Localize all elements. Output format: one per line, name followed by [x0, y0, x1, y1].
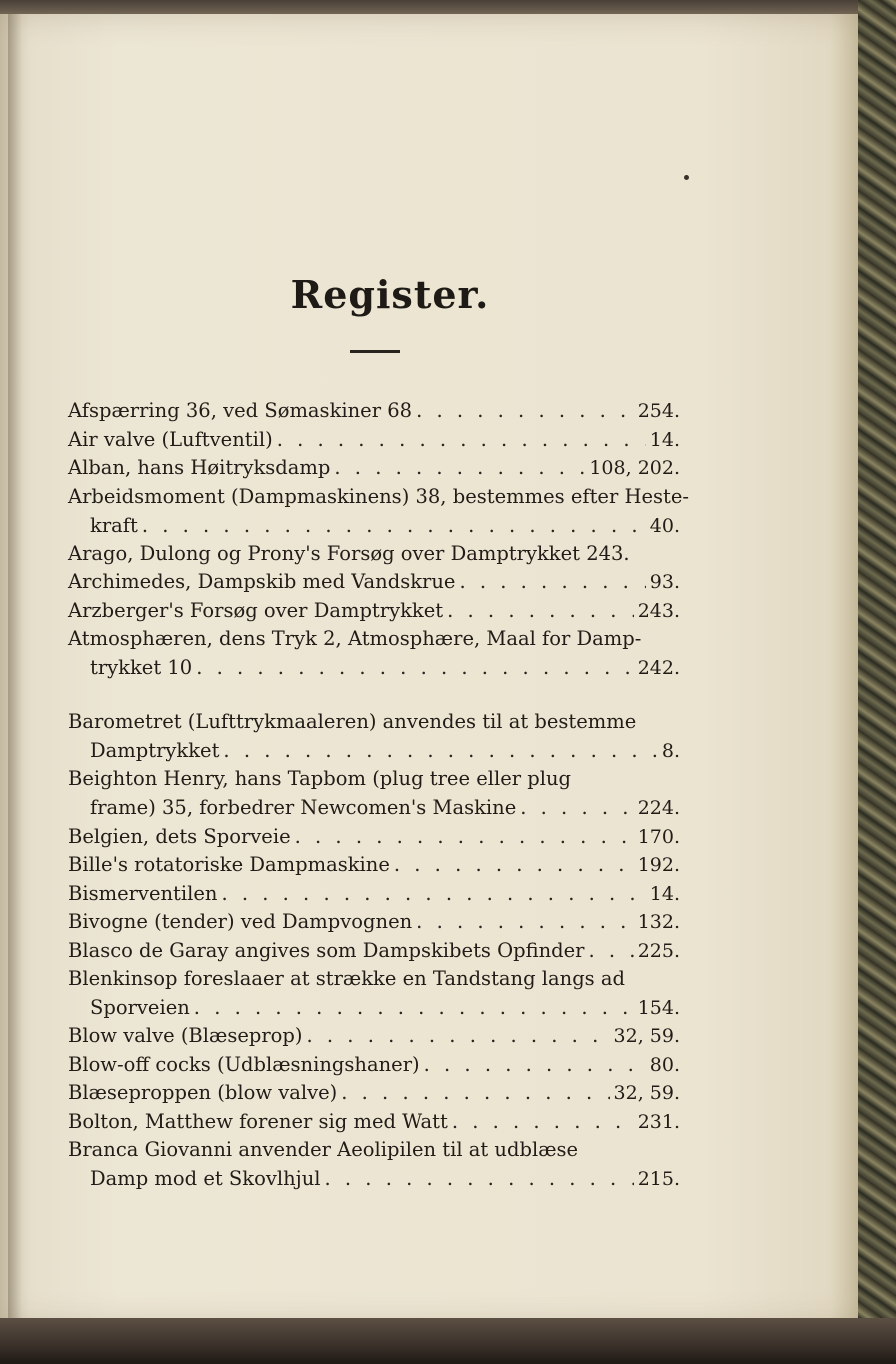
- entry-page: 192.: [637, 854, 680, 876]
- entry-page: 32, 59.: [613, 1082, 680, 1104]
- index-entry: [68, 481, 690, 513]
- entry-text: trykket 10: [90, 656, 193, 679]
- book-bottom-edge: [0, 1318, 896, 1364]
- index-entry-continuation: [90, 652, 680, 684]
- leader-dots: [459, 566, 645, 598]
- entry-text: Sporveien: [90, 996, 190, 1019]
- entry-page: 108, 202.: [589, 457, 680, 479]
- marbled-edge: [858, 0, 896, 1364]
- leader-dots: [325, 1163, 634, 1195]
- index-entry-continuation: [90, 792, 680, 824]
- entry-text: Barometret (Lufttrykmaaleren) anvendes til at bestemme: [68, 710, 637, 733]
- entry-text: Afspærring 36, ved Sømaskiner 68: [68, 399, 413, 422]
- entry-text: Blenkinsop foreslaaer at strække en Tandstang langs ad: [68, 967, 625, 990]
- entry-page: 8.: [661, 740, 680, 762]
- entry-text: Atmosphæren, dens Tryk 2, Atmosphære, Maal for Damp-: [68, 627, 642, 650]
- entry-page: 231.: [637, 1111, 680, 1133]
- entry-text: kraft: [90, 514, 138, 537]
- entry-page: 154.: [637, 997, 680, 1019]
- page-gutter-shadow: [8, 14, 22, 1324]
- title-rule: [350, 350, 400, 353]
- entry-text: Arzberger's Forsøg over Damptrykket: [68, 599, 444, 622]
- leader-dots: [334, 452, 585, 484]
- index-entry: [68, 452, 680, 484]
- entry-text: Bismerventilen: [68, 882, 218, 905]
- entry-text: Archimedes, Dampskib med Vandskrue: [68, 570, 456, 593]
- entry-page: 40.: [649, 515, 680, 537]
- index-entry: [68, 763, 680, 795]
- leader-dots: [196, 652, 633, 684]
- leader-dots: [416, 906, 634, 938]
- entry-text: Alban, hans Høitryksdamp: [68, 456, 331, 479]
- entry-text: Blow-off cocks (Udblæsningshaner): [68, 1053, 420, 1076]
- entry-text: Belgien, dets Sporveie: [68, 825, 291, 848]
- entry-page: 32, 59.: [613, 1025, 680, 1047]
- index-entry: [68, 623, 680, 655]
- leader-dots: [520, 792, 633, 824]
- entry-text: Beighton Henry, hans Tapbom (plug tree eller plug: [68, 767, 572, 790]
- entry-text: Damp mod et Skovlhjul: [90, 1167, 321, 1190]
- entry-page: 132.: [637, 911, 680, 933]
- entry-text: Arbeidsmoment (Dampmaskinens) 38, bestemmes efter Heste-: [68, 485, 690, 508]
- entry-text: Bivogne (tender) ved Dampvognen: [68, 910, 413, 933]
- entry-text: Blasco de Garay angives som Dampskibets Opfinder: [68, 939, 585, 962]
- entry-page: 14.: [649, 429, 680, 451]
- entry-page: 215.: [637, 1168, 680, 1190]
- entry-page: 224.: [637, 797, 680, 819]
- index-entry: [68, 1134, 680, 1166]
- index-entry: [68, 849, 680, 881]
- entry-text: frame) 35, forbedrer Newcomen's Maskine: [90, 796, 517, 819]
- entry-text: Damptrykket: [90, 739, 220, 762]
- entry-page: 80.: [649, 1054, 680, 1076]
- leader-dots: [307, 1020, 610, 1052]
- index-entry: [68, 1020, 680, 1052]
- index-entry: [68, 963, 680, 995]
- entry-page: 14.: [649, 883, 680, 905]
- entry-page: 170.: [637, 826, 680, 848]
- index-entry-continuation: [90, 1163, 680, 1195]
- entry-text: Blow valve (Blæseprop): [68, 1024, 303, 1047]
- leader-dots: [394, 849, 634, 881]
- entry-page: 225.: [637, 940, 680, 962]
- entry-text: Air valve (Luftventil): [68, 428, 273, 451]
- entry-text: Bolton, Matthew forener sig med Watt: [68, 1110, 448, 1133]
- ink-speck: [684, 175, 689, 180]
- index-entry: [68, 706, 680, 738]
- page-title: Register.: [290, 272, 490, 317]
- entry-page: 242.: [637, 657, 680, 679]
- entry-page: 243.: [637, 600, 680, 622]
- index-entry: [68, 395, 680, 427]
- index-entry: [68, 906, 680, 938]
- entry-page: 93.: [649, 571, 680, 593]
- entry-text: Arago, Dulong og Prony's Forsøg over Damptrykket 243.: [68, 542, 630, 565]
- entry-text: Bille's rotatoriske Dampmaskine: [68, 853, 390, 876]
- leader-dots: [416, 395, 634, 427]
- leader-dots: [341, 1077, 609, 1109]
- entry-text: Branca Giovanni anvender Aeolipilen til at udblæse: [68, 1138, 579, 1161]
- index-entry: [68, 566, 680, 598]
- index-entry: [68, 1077, 680, 1109]
- entry-page: 254.: [637, 400, 680, 422]
- entry-text: Blæseproppen (blow valve): [68, 1081, 338, 1104]
